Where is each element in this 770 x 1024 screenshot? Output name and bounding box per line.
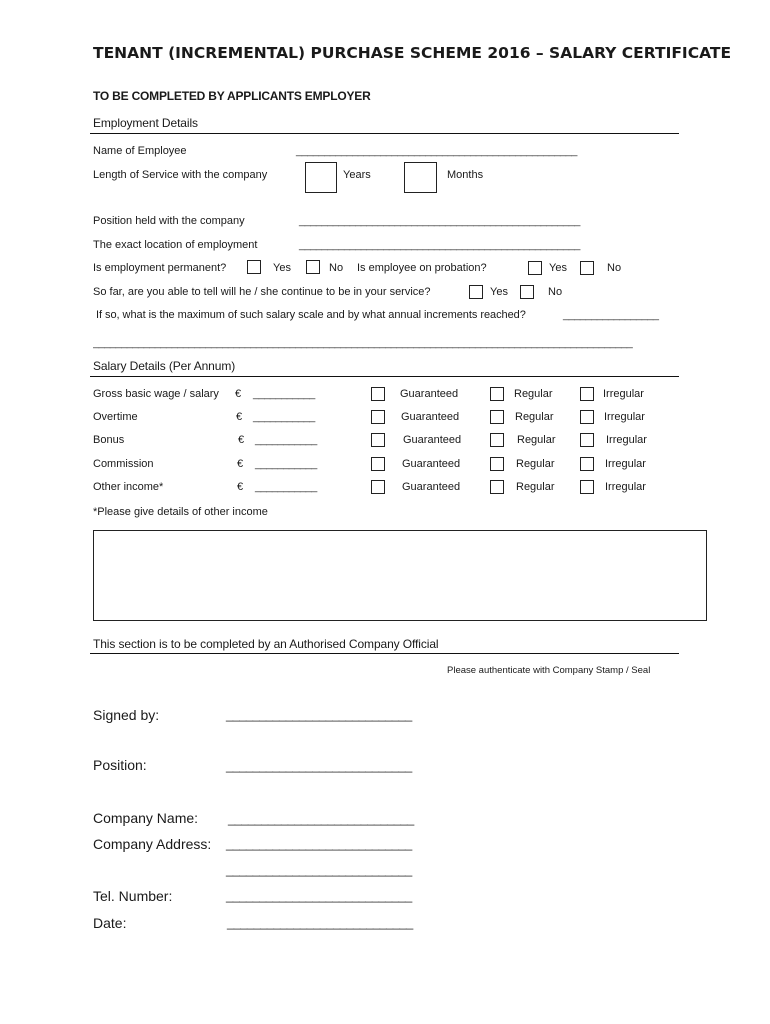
years-field[interactable]: [305, 162, 337, 193]
amount-field[interactable]: ___________: [253, 388, 315, 400]
section-divider: [90, 653, 679, 654]
other-income-details-box[interactable]: [93, 530, 707, 621]
permanent-question: Is employment permanent?: [93, 262, 227, 274]
permanent-yes-checkbox[interactable]: [247, 260, 261, 274]
permanent-no-label: No: [329, 262, 344, 274]
probation-yes-label: Yes: [549, 262, 567, 274]
amount-field[interactable]: ___________: [255, 481, 317, 493]
signed-by-label: Signed by:: [93, 707, 160, 723]
salary-scale-question: If so, what is the maximum of such salary scale and by what annual increments reached?: [96, 309, 526, 321]
official-section-title: This section is to be completed by an Authorised Company Official: [93, 637, 439, 651]
stamp-note: Please authenticate with Company Stamp / Seal: [447, 665, 651, 676]
permanent-yes-label: Yes: [273, 262, 291, 274]
probation-question: Is employee on probation?: [357, 262, 487, 274]
salary-row-label: Bonus: [93, 434, 125, 446]
date-label: Date:: [93, 915, 127, 931]
irregular-checkbox[interactable]: [580, 480, 594, 494]
probation-yes-checkbox[interactable]: [528, 261, 542, 275]
salary-section-title: Salary Details (Per Annum): [93, 359, 236, 373]
company-address-field-2[interactable]: ____________________________: [226, 862, 412, 877]
continue-yes-label: Yes: [490, 286, 508, 298]
months-label: Months: [447, 169, 484, 181]
position-label: Position held with the company: [93, 215, 245, 227]
months-field[interactable]: [404, 162, 437, 193]
irregular-label: Irregular: [603, 388, 644, 400]
regular-checkbox[interactable]: [490, 433, 504, 447]
employee-name-label: Name of Employee: [93, 145, 187, 157]
employment-section-title: Employment Details: [93, 116, 198, 130]
regular-checkbox[interactable]: [490, 410, 504, 424]
other-income-note: *Please give details of other income: [93, 506, 268, 518]
salary-row-label: Overtime: [93, 411, 138, 423]
irregular-checkbox[interactable]: [580, 387, 594, 401]
irregular-checkbox[interactable]: [580, 457, 594, 471]
guaranteed-label: Guaranteed: [402, 458, 461, 470]
tel-number-label: Tel. Number:: [93, 888, 173, 904]
position-label: Position:: [93, 757, 147, 773]
irregular-checkbox[interactable]: [580, 433, 594, 447]
currency-symbol: €: [236, 411, 243, 423]
guaranteed-checkbox[interactable]: [371, 457, 385, 471]
date-field[interactable]: ____________________________: [227, 915, 413, 930]
guaranteed-label: Guaranteed: [402, 481, 461, 493]
location-field[interactable]: __________________________________________________: [299, 239, 580, 251]
currency-symbol: €: [237, 458, 244, 470]
section-divider: [90, 376, 679, 377]
company-address-label: Company Address:: [93, 836, 212, 852]
guaranteed-checkbox[interactable]: [371, 433, 385, 447]
signed-by-field[interactable]: ____________________________: [226, 707, 412, 722]
irregular-label: Irregular: [605, 481, 646, 493]
permanent-no-checkbox[interactable]: [306, 260, 320, 274]
irregular-label: Irregular: [604, 411, 645, 423]
guaranteed-checkbox[interactable]: [371, 410, 385, 424]
regular-label: Regular: [514, 388, 553, 400]
employee-name-field[interactable]: __________________________________________________: [296, 145, 577, 157]
continue-yes-checkbox[interactable]: [469, 285, 483, 299]
guaranteed-checkbox[interactable]: [371, 387, 385, 401]
irregular-checkbox[interactable]: [580, 410, 594, 424]
company-address-field[interactable]: ____________________________: [226, 836, 412, 851]
years-label: Years: [343, 169, 371, 181]
currency-symbol: €: [238, 434, 245, 446]
currency-symbol: €: [235, 388, 242, 400]
guaranteed-label: Guaranteed: [400, 388, 459, 400]
salary-scale-field[interactable]: _________________: [563, 309, 659, 321]
probation-no-checkbox[interactable]: [580, 261, 594, 275]
regular-checkbox[interactable]: [490, 457, 504, 471]
company-name-label: Company Name:: [93, 810, 199, 826]
salary-scale-continuation-field[interactable]: ________________________________________________________________________________________________: [93, 337, 633, 349]
regular-checkbox[interactable]: [490, 387, 504, 401]
probation-no-label: No: [607, 262, 622, 274]
company-name-field[interactable]: ____________________________: [228, 811, 414, 826]
regular-label: Regular: [516, 481, 555, 493]
page-title: TENANT (INCREMENTAL) PURCHASE SCHEME 2016 – SALARY CERTIFICATE: [93, 44, 732, 62]
employer-subheading: TO BE COMPLETED BY APPLICANTS EMPLOYER: [93, 89, 371, 103]
guaranteed-label: Guaranteed: [403, 434, 462, 446]
position-field[interactable]: __________________________________________________: [299, 215, 580, 227]
salary-row-label: Other income*: [93, 481, 164, 493]
guaranteed-label: Guaranteed: [401, 411, 460, 423]
regular-label: Regular: [515, 411, 554, 423]
regular-label: Regular: [517, 434, 556, 446]
length-of-service-label: Length of Service with the company: [93, 169, 268, 181]
amount-field[interactable]: ___________: [255, 458, 317, 470]
irregular-label: Irregular: [605, 458, 646, 470]
section-divider: [90, 133, 679, 134]
continue-question: So far, are you able to tell will he / she continue to be in your service?: [93, 286, 431, 298]
official-position-field[interactable]: ____________________________: [226, 758, 412, 773]
amount-field[interactable]: ___________: [253, 411, 315, 423]
regular-label: Regular: [516, 458, 555, 470]
continue-no-label: No: [548, 286, 563, 298]
regular-checkbox[interactable]: [490, 480, 504, 494]
salary-row-label: Gross basic wage / salary: [93, 388, 219, 400]
irregular-label: Irregular: [606, 434, 647, 446]
tel-number-field[interactable]: ____________________________: [226, 888, 412, 903]
currency-symbol: €: [237, 481, 244, 493]
continue-no-checkbox[interactable]: [520, 285, 534, 299]
amount-field[interactable]: ___________: [255, 434, 317, 446]
salary-row-label: Commission: [93, 458, 154, 470]
guaranteed-checkbox[interactable]: [371, 480, 385, 494]
location-label: The exact location of employment: [93, 239, 258, 251]
